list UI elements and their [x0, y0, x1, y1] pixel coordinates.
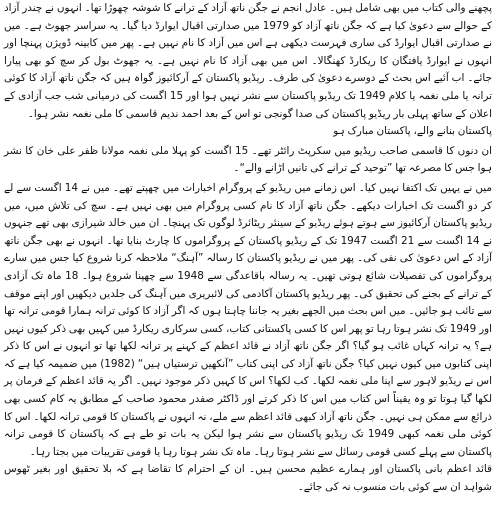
paragraph-research: میں نے یہیں تک اکتفا نہیں کیا۔ اس زمانے میں ریڈیو کے پروگرام اخبارات میں چھپتے تھے۔ میں نے 14 اگست سے لے کر دو اگست تک اخبارات دیکھے۔ جگن ناتھ آزاد کا نام کسی پروگرام میں بھی نہیں ہے۔ سچ کی تلاش میں، میں ریڈیو پاکستان آرکائیوز سے ہوتے ہوئے ریڈیو کے سینئر ریٹائرڈ لوگوں تک پہنچا۔ ان میں خالد شیرازی بھی تھے جنہوں نے 14 اگست سے 21 اگست 1947 تک کے ریڈیو پاکستان کے پروگراموں کا چارٹ بنایا تھا۔ انہوں نے بھی جگن ناتھ آزاد کے اس دعویٰ کی نفی کی۔ پھر میں نے ریڈیو پاکستان کا رسالہ ”آہنگ“ ملاحظہ کرنا شروع کیا جس میں سارے پروگراموں کی تفصیلات شائع ہوتی تھیں۔ یہ رسالہ باقاعدگی سے 1948 سے چھپنا شروع ہوا۔ 18 ماہ تک آزادی کے ترانے کے بجنے کی تحقیق کی۔ پھر ریڈیو پاکستان آکادمی کی لائبریری میں آہنگ کی جلدیں دیکھیں اور اپنے موقف سے تائب ہو جائیں۔ میں اس بحث میں الجھے بغیر یہ جاننا چاہتا ہوں کہ اگر آزاد کا کوئی ترانہ ہمارا قومی ترانہ تھا اور 1949 تک نشر ہوتا رہا تو پھر اس کا کسی پاکستانی کتاب، کسی سرکاری ریکارڈ میں کہیں بھی ذکر کیوں نہیں ہے؟ یہ ترانہ کہاں غائب ہو گیا؟ اگر جگن ناتھ آزاد نے قائد اعظم کے کہنے پر ترانہ لکھا تھا تو انہوں نے اس کا ذکر اپنی کتابوں میں کیوں نہیں کیا؟ جگن ناتھ آزاد کی اپنی کتاب ”آنکھیں ترستیاں ہیں“ (1982) میں ضمیمہ کیا ہے کہ اس نے ریڈیو لاہور سے اپنا ملی نغمہ لکھا۔ کب لکھا؟ اس کا کہیں ذکر موجود نہیں۔ اگر یہ قائد اعظم کے فرمان پر لکھا گیا ہوتا تو وہ یقیناً اس کتاب میں اس کا ذکر کرتے اور ڈاکٹر صفدر محمود صاحب کے مطابق یہ کام کسی بھی ذرائع سے ممکن ہی نہیں۔ جگن ناتھ آزاد کبھی قائد اعظم سے ملے، نہ انہوں نے پاکستان کا قومی ترانہ لکھا۔ اس کا کوئی ملی نغمہ کبھی 1949 تک ریڈیو پاکستان سے نشر ہوا لیکن یہ بات تو طے ہے کہ پاکستان کا قومی ترانہ پاکستان سے پہلے کسی قومی رسائل سے نشر ہوتا رہا۔ ماہ تک نشر ہوتا رہا یا قومی تقریبات میں بجتا رہا۔ [4, 181, 492, 458]
paragraph-conclusion: قائد اعظم بانی پاکستان اور ہمارے عظیم محسن ہیں۔ ان کے احترام کا تقاضا ہے کہ بلا تحقیق اور بغیر ٹھوس شواہد ان سے کوئی بات منسوب نہ کی جائے۔ [4, 463, 492, 494]
paragraph-song-line: پاکستان بنانے والے، پاکستان مبارک ہو [333, 125, 492, 138]
paragraph-first-broadcast: ان دنوں کا قاسمی صاحب ریڈیو میں سکرپٹ رائٹر تھے۔ 15 اگست کو پہلا ملی نغمہ مولانا ظفر علی خان کا نشر ہوا جس کا مصرعہ تھا ”توحید کے ترانے کی تانیں اڑانے والے“۔ [4, 144, 493, 175]
paragraph-award-claim: پچھنے والی کتاب میں بھی شامل ہیں۔ عادل انجم نے جگن ناتھ آزاد کے ترانے کا شوشہ چھوڑا تھا۔ انہوں نے چندر آزاد کے حوالے سے دعویٰ کیا ہے کہ جگن ناتھ آزاد کو 1979 میں صدارتی اقبال ایوارڈ دیا گیا۔ یہ سراسر جھوٹ ہے۔ میں نے صدارتی اقبال ایوارڈ کی ساری فہرست دیکھی ہے اس میں آزاد کا نام نہیں ہے۔ پھر میں کابینہ ڈویژن پہنچا اور انہوں نے ایوارڈ یافتگان کا ریکارڈ کھنگالا۔ اس میں بھی آزاد کا نام نہیں ہے۔ یہ جھوٹ بول کر سچ کو بھی پیارا جائے۔ اب آئیے اس بحث کے دوسرے دعویٰ کی طرف۔ ریڈیو پاکستان کے آرکائیوز گواہ ہیں کہ جگن ناتھ آزاد کا کوئی ترانہ یا ملی نغمہ یا کلام 1949 تک ریڈیو پاکستان سے نشر نہیں ہوا اور 15 اگست کی درمیانی شب جب آزادی کے اعلان کے ساتھ پہلی بار ریڈیو پاکستان کی صدا گونجی تو اس کے بعد احمد ندیم قاسمی کا ملی نغمہ نشر ہوا۔ [4, 2, 492, 120]
